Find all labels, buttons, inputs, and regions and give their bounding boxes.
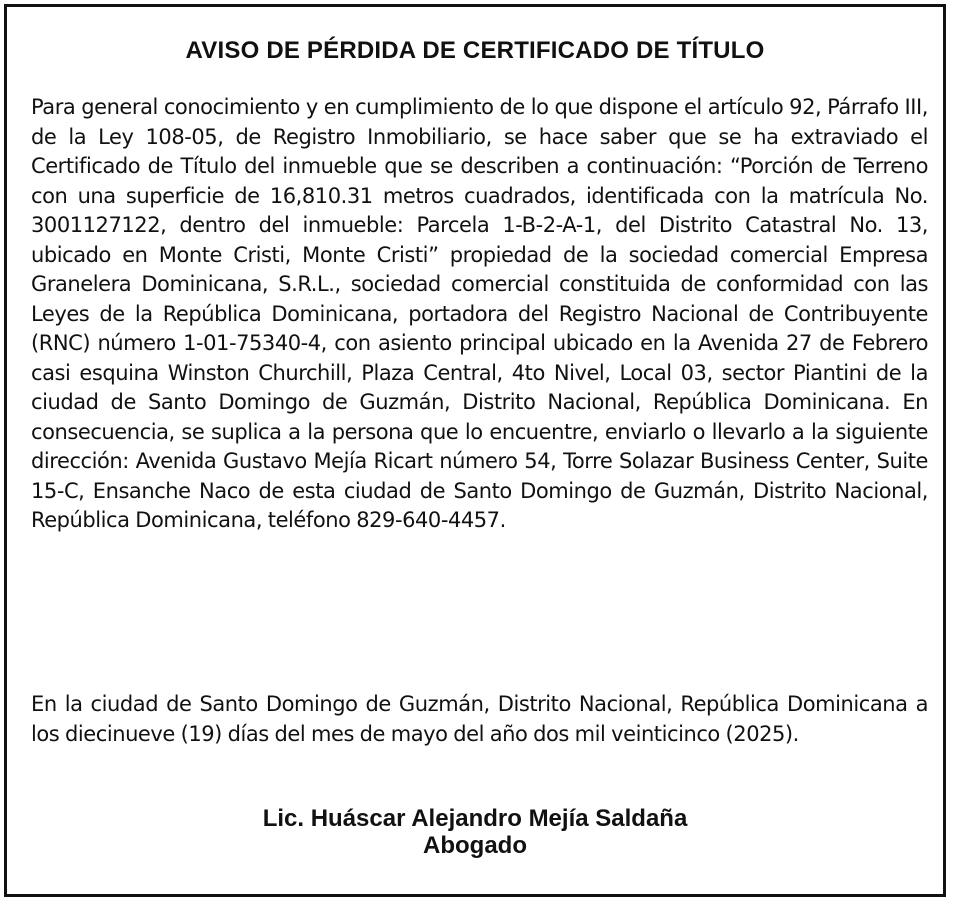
signature-block — [7, 805, 943, 859]
notice-paragraph-date: En la ciudad de Santo Domingo de Guzmán, Distrito Nacional, República Dominicana a los diecinueve (19) días del mes de mayo del año dos mil veinticinco (2025). — [31, 692, 928, 746]
notice-paragraph-main: Para general conocimiento y en cumplimiento de lo que dispone el artículo 92, Párrafo III, de la Ley 108-05, de Registro Inmobiliario, se hace saber que se ha extraviado el Certificado de Título del inmueble que se describen a continuación: “Porción de Terreno con una superficie de 16,810.31 metros cuadrados, identificada con la matrícula No. 3001127122, dentro del inmueble: Parcela 1-B-2-A-1, del Distrito Catastral No. 13, ubicado en Monte Cristi, Monte Cristi” propiedad de la sociedad comercial Empresa Granelera Dominicana, S.R.L., sociedad comercial constituida de conformidad con las Leyes de la República Dominicana, portadora del Registro Nacional de Contribuyente (RNC) número 1-01-75340-4, con asiento principal ubicado en la Avenida 27 de Febrero casi esquina Winston Churchill, Plaza Central, 4to Nivel, Local 03, sector Piantini de la ciudad de Santo Domingo de Guzmán, Distrito Nacional, República Dominicana. En consecuencia, se suplica a la persona que lo encuentre, enviarlo o llevarlo a la siguiente dirección: Avenida Gustavo Mejía Ricart número 54, Torre Solazar Business Center, Suite 15-C, Ensanche Naco de esta ciudad de Santo Domingo de Guzmán, Distrito Nacional, República Dominicana, teléfono 829-640-4457. — [31, 95, 928, 532]
signature-name: Lic. Huáscar Alejandro Mejía Saldaña — [262, 805, 688, 832]
signature-role: Abogado — [423, 832, 527, 859]
legal-notice — [4, 4, 946, 897]
notice-title: AVISO DE PÉRDIDA DE CERTIFICADO DE TÍTULO — [185, 37, 765, 64]
